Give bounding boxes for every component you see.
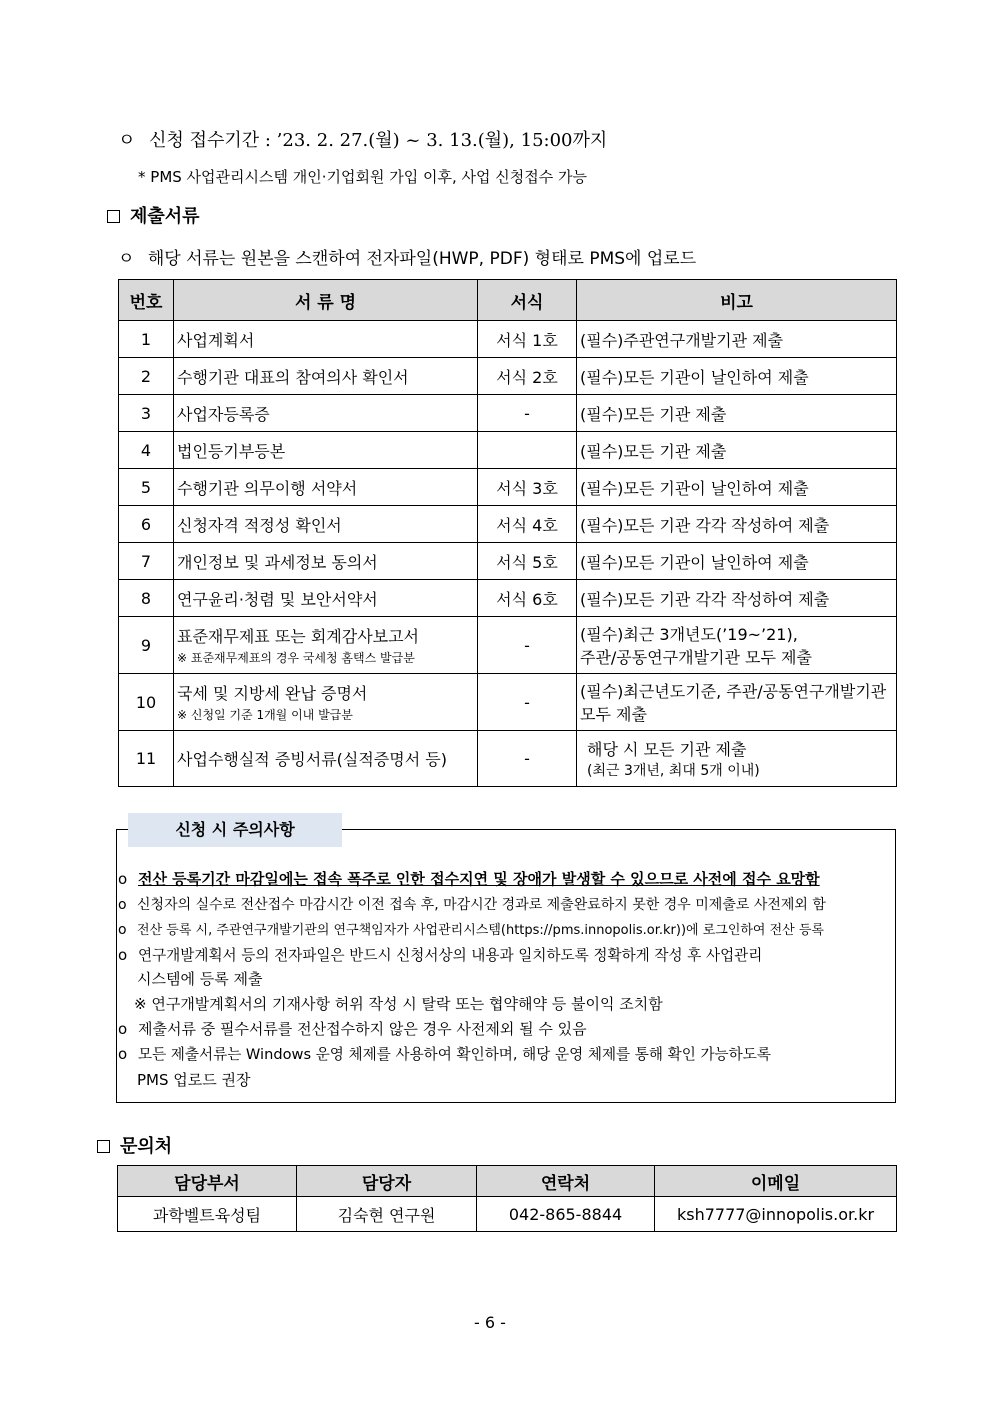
row-no: 7 — [119, 543, 174, 580]
caution-bullet: o — [118, 897, 127, 913]
docs-heading-text: 제출서류 — [130, 206, 200, 227]
row-no: 5 — [119, 469, 174, 506]
contact-header-row — [118, 1166, 897, 1197]
row-name-cell — [174, 674, 478, 731]
row-note-2: (최근 3개년, 최대 5개 이내) — [587, 763, 760, 779]
header-email: 이메일 — [655, 1166, 897, 1197]
row-note: (필수)모든 기관 제출 — [577, 395, 897, 432]
row-no: 10 — [119, 674, 174, 731]
caution-line-4 — [118, 944, 762, 965]
table-row — [119, 731, 897, 787]
row-name: 수행기관 의무이행 서약서 — [174, 469, 478, 506]
row-form: - — [478, 395, 577, 432]
row-form: 서식 5호 — [478, 543, 577, 580]
heading-square-icon — [107, 210, 120, 223]
caution-text: 전산 등록기간 마감일에는 접속 폭주로 인한 접수지연 및 장애가 발생할 수 있으므로 사전에 접수 요망함 — [137, 870, 820, 888]
contact-dept: 과학벨트육성팀 — [118, 1197, 297, 1232]
table-row — [119, 674, 897, 731]
row-name: 개인정보 및 과세정보 동의서 — [174, 543, 478, 580]
row-no: 9 — [119, 617, 174, 674]
row-form: - — [478, 674, 577, 731]
row-no: 6 — [119, 506, 174, 543]
row-note-cell — [577, 617, 897, 674]
header-form: 서식 — [478, 280, 577, 321]
caution-line-2 — [118, 894, 826, 914]
header-dept: 담당부서 — [118, 1166, 297, 1197]
caution-text: 연구개발계획서 등의 전자파일은 반드시 신청서상의 내용과 일치하도록 정확하게 작성 후 사업관리 — [137, 947, 763, 964]
header-name: 서 류 명 — [174, 280, 478, 321]
row-no: 2 — [119, 358, 174, 395]
row-form: 서식 3호 — [478, 469, 577, 506]
caution-line-5: ※ 연구개발계획서의 기재사항 허위 작성 시 탈락 또는 협약해약 등 불이익 조치함 — [134, 995, 663, 1013]
header-phone: 연락처 — [477, 1166, 655, 1197]
caution-title: 신청 시 주의사항 — [128, 813, 342, 847]
docs-heading — [107, 202, 200, 228]
contact-heading — [97, 1132, 172, 1158]
docs-intro: 해당 서류는 원본을 스캔하여 전자파일(HWP, PDF) 형태로 PMS에 업로드 — [147, 249, 697, 269]
caution-line-6 — [118, 1018, 587, 1039]
caution-bullet: o — [118, 922, 127, 938]
row-note-cell — [577, 731, 897, 787]
row-name: 국세 및 지방세 완납 증명서 — [177, 684, 368, 703]
row-no: 8 — [119, 580, 174, 617]
row-note: (필수)모든 기관이 날인하여 제출 — [577, 358, 897, 395]
row-note: (필수)모든 기관이 날인하여 제출 — [577, 469, 897, 506]
period-bullet: ㅇ — [118, 130, 136, 151]
period-text: 신청 접수기간 : ’23. 2. 27.(월) ~ 3. 13.(월), 15:00까지 — [149, 130, 608, 151]
row-no: 3 — [119, 395, 174, 432]
header-person: 담당자 — [297, 1166, 477, 1197]
contact-person: 김숙현 연구원 — [297, 1197, 477, 1232]
period-note: * PMS 사업관리시스템 개인·기업회원 가입 이후, 사업 신청접수 가능 — [138, 168, 587, 186]
row-form: 서식 4호 — [478, 506, 577, 543]
table-row — [119, 395, 897, 432]
table-row — [119, 543, 897, 580]
row-note: (필수)모든 기관 제출 — [577, 432, 897, 469]
row-name-sub: ※ 신청일 기준 1개월 이내 발급분 — [177, 708, 353, 722]
row-note: (필수)모든 기관이 날인하여 제출 — [577, 543, 897, 580]
caution-bullet: o — [118, 946, 128, 964]
contact-row — [118, 1197, 897, 1232]
row-name-cell — [174, 617, 478, 674]
row-name: 법인등기부등본 — [174, 432, 478, 469]
row-name: 표준재무제표 또는 회계감사보고서 — [177, 627, 420, 646]
caution-line-4b: 시스템에 등록 제출 — [137, 970, 263, 988]
row-name: 사업계획서 — [174, 321, 478, 358]
caution-text: 신청자의 실수로 전산접수 마감시간 이전 접속 후, 마감시간 경과로 제출완료하지 못한 경우 미제출로 사전제외 함 — [137, 897, 826, 913]
contact-heading-text: 문의처 — [120, 1136, 173, 1157]
row-note: (필수)최근년도기준, 주관/공동연구개발기관 — [580, 682, 887, 701]
table-row — [119, 432, 897, 469]
table-row — [119, 321, 897, 358]
page-number: - 6 - — [474, 1313, 506, 1332]
row-name-sub: ※ 표준재무제표의 경우 국세청 홈택스 발급분 — [177, 651, 415, 665]
row-name: 연구윤리·청렴 및 보안서약서 — [174, 580, 478, 617]
row-note: (필수)최근 3개년도(’19~’21), — [580, 625, 798, 644]
caution-bullet: o — [118, 1045, 128, 1063]
caution-text: 전산 등록 시, 주관연구개발기관의 연구책임자가 사업관리시스템(https://pms.innopolis.or.kr))에 로그인하여 전산 등록 — [137, 923, 824, 938]
table-row — [119, 358, 897, 395]
docs-table — [118, 279, 897, 787]
row-name: 신청자격 적정성 확인서 — [174, 506, 478, 543]
period-line — [118, 126, 607, 152]
row-no: 11 — [119, 731, 174, 787]
contact-table — [117, 1165, 897, 1232]
caution-line-3 — [118, 919, 824, 938]
row-note: 해당 시 모든 기관 제출 — [587, 740, 747, 759]
row-form: 서식 6호 — [478, 580, 577, 617]
row-form: 서식 2호 — [478, 358, 577, 395]
caution-line-7b: PMS 업로드 권장 — [137, 1071, 251, 1089]
row-name: 사업자등록증 — [174, 395, 478, 432]
row-name: 수행기관 대표의 참여의사 확인서 — [174, 358, 478, 395]
table-row — [119, 580, 897, 617]
caution-line-7 — [118, 1043, 771, 1064]
caution-bullet: o — [118, 870, 128, 888]
row-form: 서식 1호 — [478, 321, 577, 358]
caution-line-1 — [118, 868, 820, 889]
row-no: 4 — [119, 432, 174, 469]
row-form: - — [478, 617, 577, 674]
contact-email: ksh7777@innopolis.or.kr — [655, 1197, 897, 1232]
row-note-2: 모두 제출 — [580, 705, 647, 724]
row-form — [478, 432, 577, 469]
row-note: (필수)모든 기관 각각 작성하여 제출 — [577, 506, 897, 543]
caution-text: 제출서류 중 필수서류를 전산접수하지 않은 경우 사전제외 될 수 있음 — [137, 1020, 587, 1038]
table-row — [119, 506, 897, 543]
heading-square-icon — [97, 1140, 110, 1153]
row-name: 사업수행실적 증빙서류(실적증명서 등) — [174, 731, 478, 787]
docs-intro-bullet: ㅇ — [118, 249, 135, 269]
contact-phone: 042-865-8844 — [477, 1197, 655, 1232]
table-row — [119, 617, 897, 674]
row-note: (필수)주관연구개발기관 제출 — [577, 321, 897, 358]
row-note: (필수)모든 기관 각각 작성하여 제출 — [577, 580, 897, 617]
header-no: 번호 — [119, 280, 174, 321]
table-row — [119, 469, 897, 506]
header-note: 비고 — [577, 280, 897, 321]
docs-intro-line — [118, 244, 696, 269]
row-form: - — [478, 731, 577, 787]
docs-table-header — [119, 280, 897, 321]
caution-text: 모든 제출서류는 Windows 운영 체제를 사용하여 확인하며, 해당 운영 체제를 통해 확인 가능하도록 — [137, 1046, 771, 1063]
row-note-2: 주관/공동연구개발기관 모두 제출 — [580, 648, 812, 667]
row-no: 1 — [119, 321, 174, 358]
caution-bullet: o — [118, 1020, 128, 1038]
row-note-cell — [577, 674, 897, 731]
